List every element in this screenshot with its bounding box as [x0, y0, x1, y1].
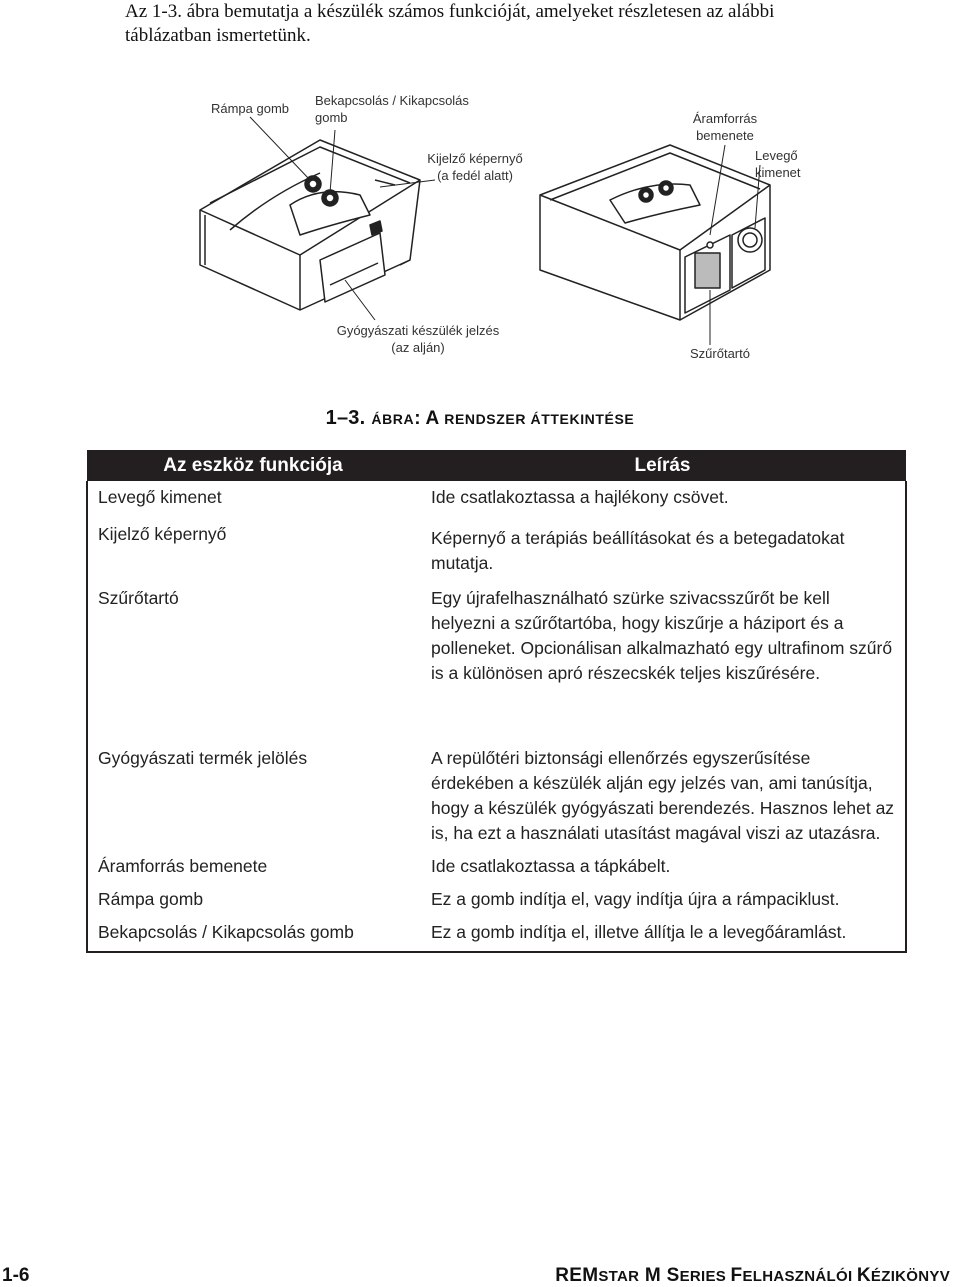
description-cell: Ide csatlakoztassa a hajlékony csövet.: [431, 487, 729, 507]
feature-cell: Rámpa gomb: [98, 889, 204, 909]
table-row: [87, 883, 906, 916]
manual-title-part: REM: [555, 1265, 599, 1286]
callout-display: [415, 150, 535, 184]
feature-cell: Kijelző képernyő: [98, 524, 227, 544]
right-device-drawing: [540, 145, 770, 320]
manual-title-part: F: [730, 1265, 743, 1286]
header-feature: Az eszköz funkciója: [87, 450, 419, 481]
description-cell: Egy újrafelhasználható szürke szivacsszűrőt be kell helyezni a szűrőtartóba, hogy kiszűrje a háziport és a polleneket. Opcionálisan alkalmazható egy ultrafinom szűrő is a különösen apró részecskék teljes kiszűrésére.: [431, 588, 893, 683]
callout-filter-holder: [670, 345, 770, 362]
page-number: 1-6: [2, 1265, 30, 1286]
left-device-drawing: [200, 140, 420, 310]
table-row: [87, 850, 906, 883]
caption-word2: A: [425, 408, 439, 429]
features-table: [86, 450, 907, 953]
callout-power-button-line2: gomb: [315, 110, 348, 125]
callout-power-button: [315, 92, 495, 126]
caption-colon: :: [414, 408, 421, 429]
manual-title-part: STAR: [598, 1268, 640, 1285]
table-row: [87, 580, 906, 740]
caption-number: 1–3.: [325, 407, 366, 429]
manual-title-part: S: [666, 1265, 680, 1286]
callout-medical-label: [318, 322, 518, 356]
callout-air-outlet-line2: kimenet: [755, 165, 801, 180]
manual-title: [555, 1265, 950, 1287]
callout-power-inlet: [670, 110, 780, 144]
manual-title-part: ELHASZNÁLÓI: [742, 1268, 857, 1285]
table-header-row: [87, 450, 906, 481]
callout-medical-label-line1: Gyógyászati készülék jelzés: [336, 323, 500, 338]
callout-power-inlet-line1: Áramforrás: [692, 111, 758, 126]
table-row: [87, 916, 906, 952]
manual-title-part: ÉZIKÖNYV: [870, 1268, 950, 1285]
caption-word1: [371, 408, 414, 429]
callout-power-inlet-line2: bemenete: [696, 128, 754, 143]
callout-filter-holder-text: Szűrőtartó: [690, 346, 750, 361]
table-row: [87, 481, 906, 514]
description-cell: Ez a gomb indítja el, vagy indítja újra a rámpaciklust.: [431, 889, 840, 909]
feature-cell: Levegő kimenet: [98, 487, 222, 507]
callout-ramp-button: [190, 100, 310, 117]
figure-caption: [0, 407, 960, 430]
callout-air-outlet-line1: Levegő: [755, 148, 798, 163]
caption-word3: RENDSZER ÁTTEKINTÉSE: [444, 411, 635, 427]
description-cell: Képernyő a terápiás beállításokat és a betegadatokat mutatja.: [431, 528, 845, 573]
feature-cell: Áramforrás bemenete: [98, 856, 268, 876]
description-cell: A repülőtéri biztonsági ellenőrzés egyszerűsítése érdekében a készülék alján egy jelzés van, ami tanúsítja, hogy a készülék gyógyászati berendezés. Hasznos lehet az is, ha ezt a használati utasítást magával viszi az utazásra.: [431, 748, 895, 843]
callout-medical-label-line2: (az alján): [391, 340, 445, 355]
device-figure: [170, 85, 810, 375]
table-row: [87, 740, 906, 850]
description-cell: Ide csatlakoztassa a tápkábelt.: [431, 856, 671, 876]
manual-title-part: M: [639, 1265, 667, 1286]
manual-title-part: K: [856, 1265, 871, 1286]
callout-display-line2: (a fedél alatt): [437, 168, 513, 183]
table-row: [87, 514, 906, 580]
manual-title-part: ERIES: [679, 1268, 731, 1285]
feature-cell: Bekapcsolás / Kikapcsolás gomb: [98, 922, 354, 942]
header-description: Leírás: [419, 450, 906, 481]
caption-word1-text: ÁBRA: [371, 411, 415, 427]
callout-power-button-line1: Bekapcsolás / Kikapcsolás: [315, 93, 469, 108]
callout-ramp-button-text: Rámpa gomb: [210, 101, 290, 116]
intro-paragraph: Az 1-3. ábra bemutatja a készülék számos funkcióját, amelyeket részletesen az alábbi táblázatban ismertetünk.: [125, 1, 775, 46]
feature-cell: Szűrőtartó: [98, 588, 179, 608]
feature-cell: Gyógyászati termék jelölés: [98, 748, 308, 768]
callout-air-outlet: [755, 147, 815, 181]
callout-display-line1: Kijelző képernyő: [427, 151, 523, 166]
description-cell: Ez a gomb indítja el, illetve állítja le a levegőáramlást.: [431, 922, 847, 942]
